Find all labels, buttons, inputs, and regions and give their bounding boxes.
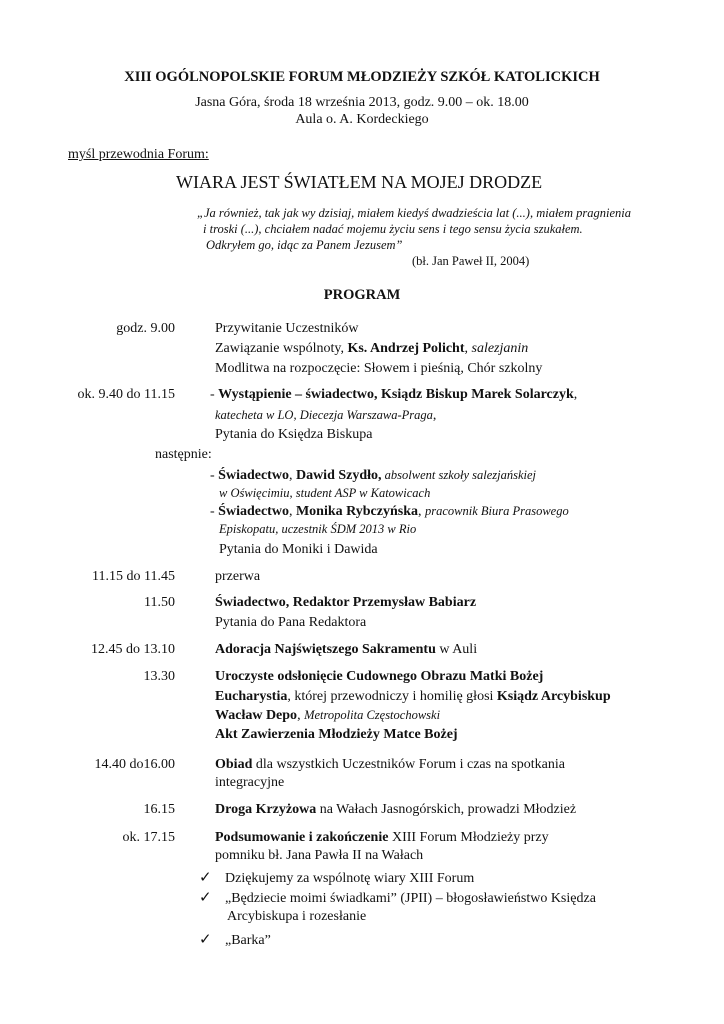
checkmark-icon: ✓ — [199, 870, 212, 886]
program-item: Uroczyste odsłonięcie Cudownego Obrazu Matki Bożej — [215, 669, 544, 684]
closing-item: „Będziecie moimi świadkami” (JPII) – błogosławieństwo Księdza — [225, 891, 596, 906]
program-item: Episkopatu, uczestnik ŚDM 2013 w Rio — [219, 522, 417, 536]
program-item: Eucharystia, której przewodniczy i homilię głosi Ksiądz Arcybiskup — [215, 689, 611, 704]
program-item: katecheta w LO, Diecezja Warszawa-Praga, — [215, 408, 437, 423]
time-slot: 13.30 — [143, 669, 175, 684]
checkmark-icon: ✓ — [199, 890, 212, 906]
quote-line-3: Odkryłem go, idąc za Panem Jezusem” — [206, 238, 403, 252]
time-slot: 12.45 do 13.10 — [91, 642, 175, 657]
program-item: - Wystąpienie – świadectwo, Ksiądz Biskup Marek Solarczyk, — [210, 387, 578, 402]
program-item: Obiad dla wszystkich Uczestników Forum i czas na spotkania — [215, 757, 565, 772]
time-slot: 16.15 — [143, 802, 175, 817]
program-item: Pytania do Pana Redaktora — [215, 615, 367, 630]
program-item: Akt Zawierzenia Młodzieży Matce Bożej — [215, 727, 458, 742]
program-item: przerwa — [215, 569, 261, 584]
quote-line-2: i troski (...), chciałem nadać mojemu życiu sens i tego sensu życia szukałem. — [203, 222, 583, 236]
program-item: Przywitanie Uczestników — [215, 321, 359, 336]
next-label: następnie: — [155, 447, 212, 462]
program-item: Pytania do Księdza Biskupa — [215, 427, 373, 442]
time-slot: ok. 9.40 do 11.15 — [77, 387, 175, 402]
time-slot: godz. 9.00 — [116, 321, 175, 336]
closing-item: Arcybiskupa i rozesłanie — [227, 909, 367, 924]
document-title: XIII OGÓLNOPOLSKIE FORUM MŁODZIEŻY SZKÓŁ KATOLICKICH — [124, 69, 600, 85]
program-item: w Oświęcimiu, student ASP w Katowicach — [219, 486, 431, 500]
program-item: - Świadectwo, Monika Rybczyńska, pracownik Biura Prasowego — [210, 504, 569, 519]
program-item: pomniku bł. Jana Pawła II na Wałach — [215, 848, 424, 863]
checkmark-icon: ✓ — [199, 932, 212, 948]
program-heading: PROGRAM — [323, 287, 401, 303]
program-item: integracyjne — [215, 775, 285, 790]
quote-line-1: „Ja również, tak jak wy dzisiaj, miałem kiedyś dwadzieścia lat (...), miałem pragnienia — [197, 206, 631, 220]
time-slot: 11.50 — [144, 595, 175, 610]
time-slot: ok. 17.15 — [122, 830, 175, 845]
program-item: Modlitwa na rozpoczęcie: Słowem i pieśnią, Chór szkolny — [215, 361, 543, 376]
time-slot: 14.40 do16.00 — [94, 757, 175, 772]
motto-title: WIARA JEST ŚWIATŁEM NA MOJEJ DRODZE — [176, 172, 543, 192]
motto-label: myśl przewodnia Forum: — [68, 147, 209, 162]
closing-item: Dziękujemy za wspólnotę wiary XIII Forum — [225, 871, 475, 886]
program-item: Wacław Depo, Metropolita Częstochowski — [215, 708, 441, 723]
program-item: Droga Krzyżowa na Wałach Jasnogórskich, prowadzi Młodzież — [215, 802, 577, 817]
time-slot: 11.15 do 11.45 — [92, 569, 175, 584]
program-item: Zawiązanie wspólnoty, Ks. Andrzej Policht, salezjanin — [215, 341, 529, 356]
program-item: Świadectwo, Redaktor Przemysław Babiarz — [215, 595, 477, 610]
program-item: - Świadectwo, Dawid Szydło, absolwent szkoły salezjańskiej — [210, 468, 537, 483]
closing-item: „Barka” — [225, 933, 271, 948]
program-item: Pytania do Moniki i Dawida — [219, 542, 378, 557]
program-item: Podsumowanie i zakończenie XIII Forum Młodzieży przy — [215, 830, 549, 845]
date-line: Jasna Góra, środa 18 września 2013, godz. 9.00 – ok. 18.00 — [195, 95, 529, 110]
venue: Aula o. A. Kordeckiego — [295, 112, 429, 127]
quote-attribution: (bł. Jan Paweł II, 2004) — [412, 254, 530, 268]
program-item: Adoracja Najświętszego Sakramentu w Auli — [215, 642, 478, 657]
